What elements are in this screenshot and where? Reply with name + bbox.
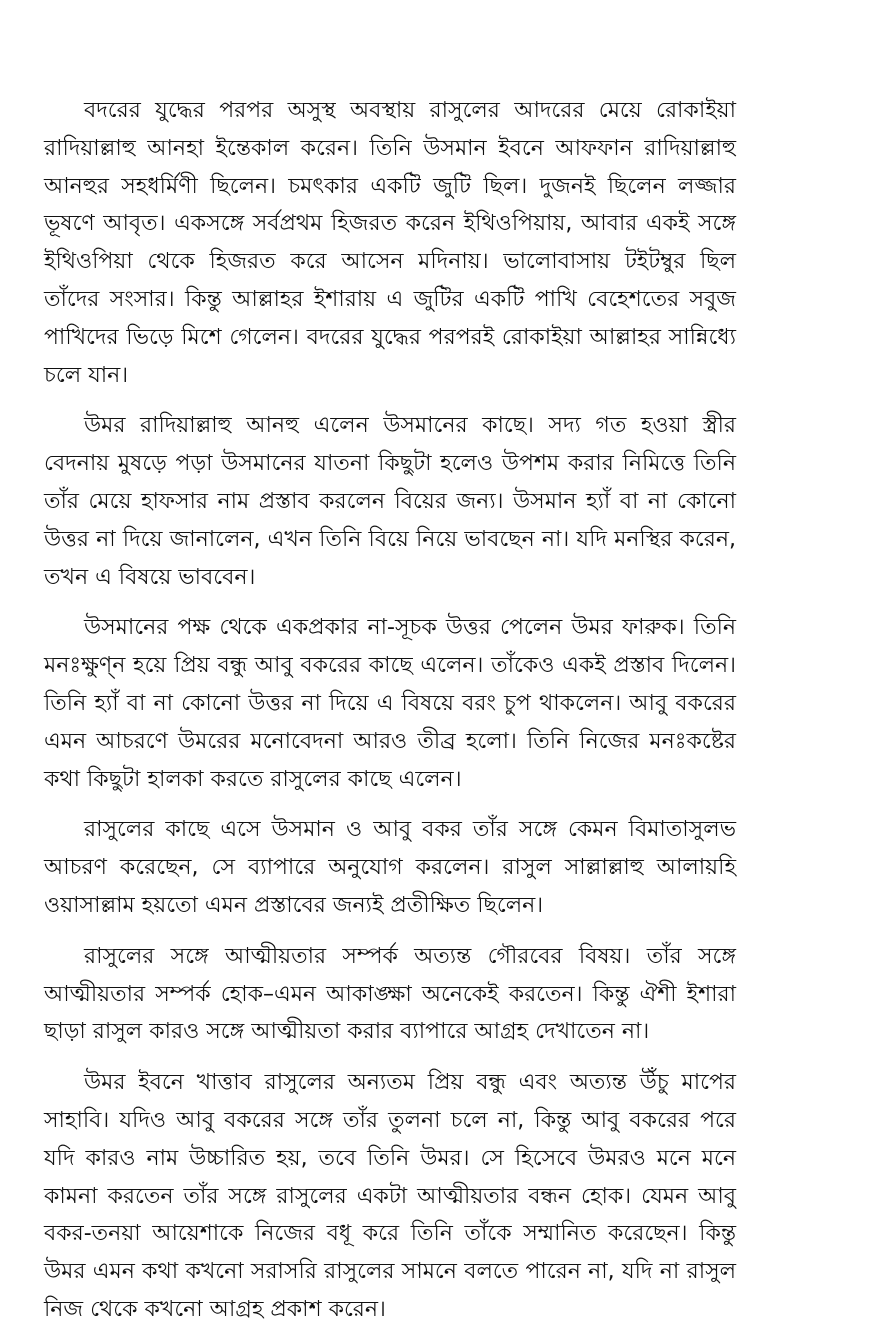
paragraph-3: উসমানের পক্ষ থেকে একপ্রকার না-সূচক উত্তর পেলেন উমর ফারুক। তিনি মনঃক্ষুণ্ন হয়ে প্রিয় বন্ধু আবু বকরের কাছে এলেন। তাঁকেও একই প্রস্তাব দিলেন। তিনি হ্যাঁ বা না কোনো উত্তর না দিয়ে এ বিষয়ে বরং চুপ থাকলেন। আবু বকরের এমন আচরণে উমরের মনোবেদনা আরও তীব্র হলো। তিনি নিজের মনঃকষ্টের কথা কিছুটা হালকা করতে রাসুলের কাছে এলেন।: [44, 615, 736, 792]
paragraph-1: বদরের যুদ্ধের পরপর অসুস্থ অবস্থায় রাসুলের আদরের মেয়ে রোকাইয়া রাদিয়াল্লাহু আনহা ইন্তেকাল করেন। তিনি উসমান ইবনে আফফান রাদিয়াল্লাহু আনহুর সহধর্মিণী ছিলেন। চমৎকার একটি জুটি ছিল। দুজনই ছিলেন লজ্জার ভূষণে আবৃত। একসঙ্গে সর্বপ্রথম হিজরত করেন ইথিওপিয়ায়, আবার একই সঙ্গে ইথিওপিয়া থেকে হিজরত করে আসেন মদিনায়। ভালোবাসায় টইটম্বুর ছিল তাঁদের সংসার। কিন্তু আল্লাহর ইশারায় এ জুটির একটি পাখি বেহেশতের সবুজ পাখিদের ভিড়ে মিশে গেলেন। বদরের যুদ্ধের পরপরই রোকাইয়া আল্লাহর সান্নিধ্যে চলে যান।: [44, 98, 736, 388]
paragraph-5: রাসুলের সঙ্গে আত্মীয়তার সম্পর্ক অত্যন্ত গৌরবের বিষয়। তাঁর সঙ্গে আত্মীয়তার সম্পর্ক হোক–এমন আকাঙ্ক্ষা অনেকেই করতেন। কিন্তু ঐশী ইশারা ছাড়া রাসুল কারও সঙ্গে আত্মীয়তা করার ব্যাপারে আগ্রহ দেখাতেন না।: [44, 943, 736, 1045]
paragraph-2: উমর রাদিয়াল্লাহু আনহু এলেন উসমানের কাছে। সদ্য গত হওয়া স্ত্রীর বেদনায় মুষড়ে পড়া উসমানের যাতনা কিছুটা হলেও উপশম করার নিমিত্তে তিনি তাঁর মেয়ে হাফসার নাম প্রস্তাব করলেন বিয়ের জন্য। উসমান হ্যাঁ বা না কোনো উত্তর না দিয়ে জানালেন, এখন তিনি বিয়ে নিয়ে ভাবছেন না। যদি মনস্থির করেন, তখন এ বিষয়ে ভাববেন।: [44, 413, 736, 590]
paragraph-6: উমর ইবনে খাত্তাব রাসুলের অন্যতম প্রিয় বন্ধু এবং অত্যন্ত উঁচু মাপের সাহাবি। যদিও আবু বকরের সঙ্গে তাঁর তুলনা চলে না, কিন্তু আবু বকরের পরে যদি কারও নাম উচ্চারিত হয়, তবে তিনি উমর। সে হিসেবে উমরও মনে মনে কামনা করতেন তাঁর সঙ্গে রাসুলের একটা আত্মীয়তার বন্ধন হোক। যেমন আবু বকর-তনয়া আয়েশাকে নিজের বধূ করে তিনি তাঁকে সম্মানিত করেছেন। কিন্তু উমর এমন কথা কখনো সরাসরি রাসুলের সামনে বলতে পারেন না, যদি না রাসুল নিজ থেকে কখনো আগ্রহ প্রকাশ করেন।: [44, 1070, 736, 1322]
paragraph-4: রাসুলের কাছে এসে উসমান ও আবু বকর তাঁর সঙ্গে কেমন বিমাতাসুলভ আচরণ করেছেন, সে ব্যাপারে অনুযোগ করলেন। রাসুল সাল্লাল্লাহু আলায়হি ওয়াসাল্লাম হয়তো এমন প্রস্তাবের জন্যই প্রতীক্ষিত ছিলেন।: [44, 817, 736, 918]
book-page: [44, 92, 736, 1342]
